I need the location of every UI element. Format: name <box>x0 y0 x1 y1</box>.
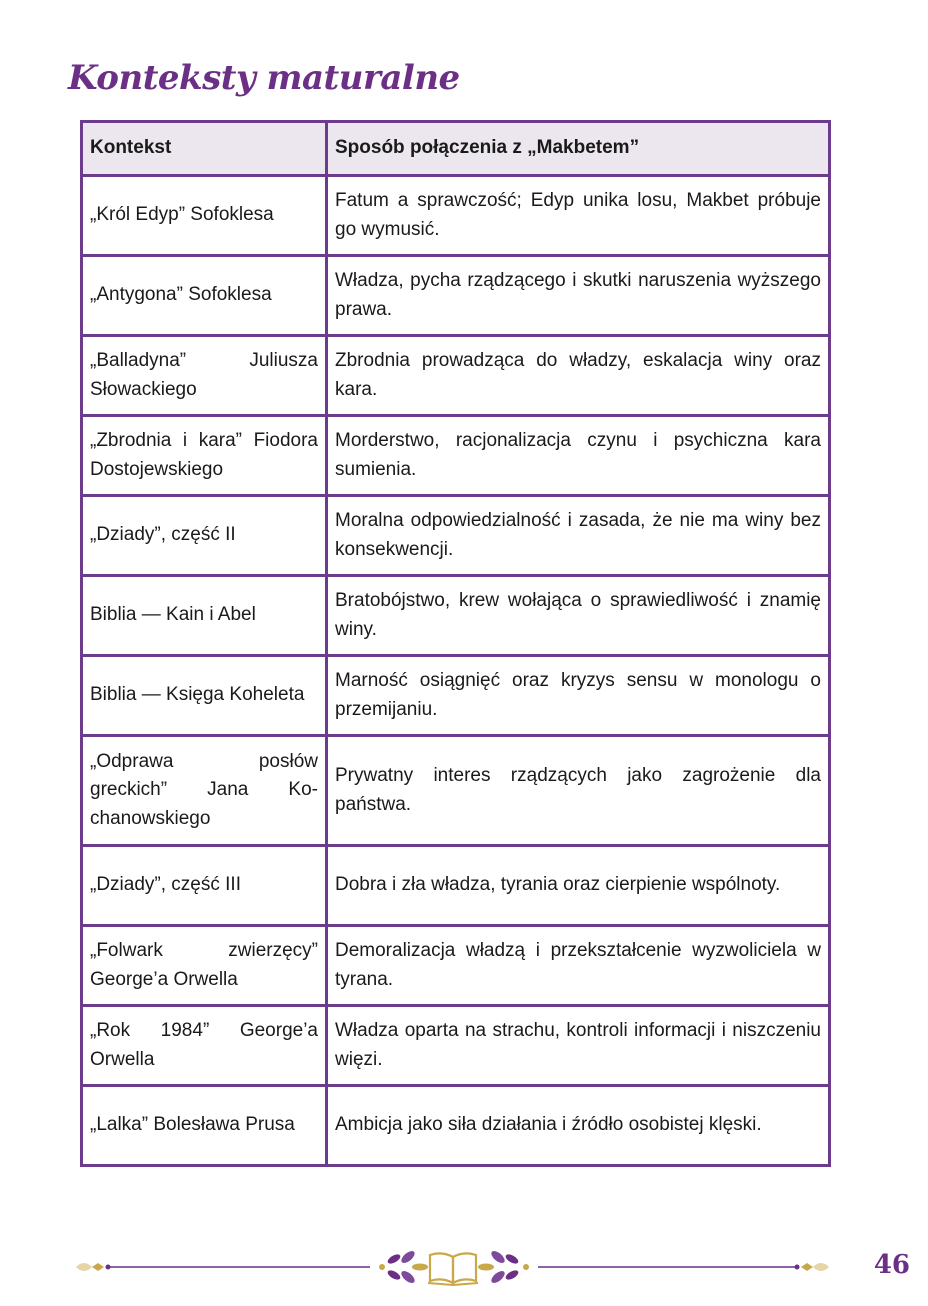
context-cell: „Antygona” Sofoklesa <box>82 256 327 336</box>
table-row <box>82 496 830 576</box>
connection-cell: Bratobójstwo, krew wołająca o sprawiedliwość i znamię winy. <box>327 576 830 656</box>
connection-cell: Marność osiągnięć oraz kryzys sensu w monologu o przemijaniu. <box>327 656 830 736</box>
connection-cell: Prywatny interes rządzących jako zagrożenie dla państwa. <box>327 736 830 846</box>
context-cell: „Odprawa posłów greckich” Jana Kochanowskiego <box>82 736 327 846</box>
table-row <box>82 926 830 1006</box>
context-cell: „Balladyna” Juliusza Słowackiego <box>82 336 327 416</box>
context-cell: „Folwark zwierzęcy” George’a Orwella <box>82 926 327 1006</box>
connection-cell: Władza oparta na strachu, kontroli informacji i niszczeniu więzi. <box>327 1006 830 1086</box>
connection-cell: Fatum a sprawczość; Edyp unika losu, Makbet próbuje go wymusić. <box>327 176 830 256</box>
sparkle-icon <box>795 1263 830 1271</box>
table-header-row <box>82 122 830 176</box>
table-row <box>82 846 830 926</box>
connection-cell: Ambicja jako siła działania i źródło osobistej klęski. <box>327 1086 830 1166</box>
page-title: Konteksty maturalne <box>68 58 460 98</box>
leaf-branch-icon <box>379 1249 428 1285</box>
connection-cell: Demoralizacja władzą i przekształcenie wyzwoliciela w tyrana. <box>327 926 830 1006</box>
contexts-table <box>80 120 831 1167</box>
table-row <box>82 1006 830 1086</box>
header-context: Kontekst <box>82 122 327 176</box>
context-cell: „Zbrodnia i kara” Fiodora Dostojewskiego <box>82 416 327 496</box>
table-row <box>82 176 830 256</box>
leaf-branch-icon <box>478 1249 529 1285</box>
connection-cell: Dobra i zła władza, tyrania oraz cierpienie wspólnoty. <box>327 846 830 926</box>
footer-ornament <box>70 1245 835 1289</box>
table-row <box>82 1086 830 1166</box>
connection-cell: Zbrodnia prowadząca do władzy, eskalacja winy oraz kara. <box>327 336 830 416</box>
header-connection: Sposób połączenia z „Makbetem” <box>327 122 830 176</box>
context-cell: Biblia — Księga Koheleta <box>82 656 327 736</box>
sparkle-icon <box>76 1263 111 1271</box>
connection-cell: Morderstwo, racjonalizacja czynu i psychiczna kara sumienia. <box>327 416 830 496</box>
connection-cell: Władza, pycha rządzącego i skutki naruszenia wyższego prawa. <box>327 256 830 336</box>
table-row <box>82 416 830 496</box>
connection-cell: Moralna odpowiedzialność i zasada, że nie ma winy bez konsekwencji. <box>327 496 830 576</box>
context-cell: „Rok 1984” George’a Orwella <box>82 1006 327 1086</box>
table-row <box>82 336 830 416</box>
context-cell: Biblia — Kain i Abel <box>82 576 327 656</box>
table-row <box>82 736 830 846</box>
page-number: 46 <box>873 1250 910 1280</box>
open-book-icon <box>428 1253 478 1285</box>
context-cell: „Lalka” Bolesława Prusa <box>82 1086 327 1166</box>
context-cell: „Dziady”, część III <box>82 846 327 926</box>
table-row <box>82 576 830 656</box>
context-cell: „Dziady”, część II <box>82 496 327 576</box>
context-cell: „Król Edyp” Sofoklesa <box>82 176 327 256</box>
table-row <box>82 256 830 336</box>
table-row <box>82 656 830 736</box>
